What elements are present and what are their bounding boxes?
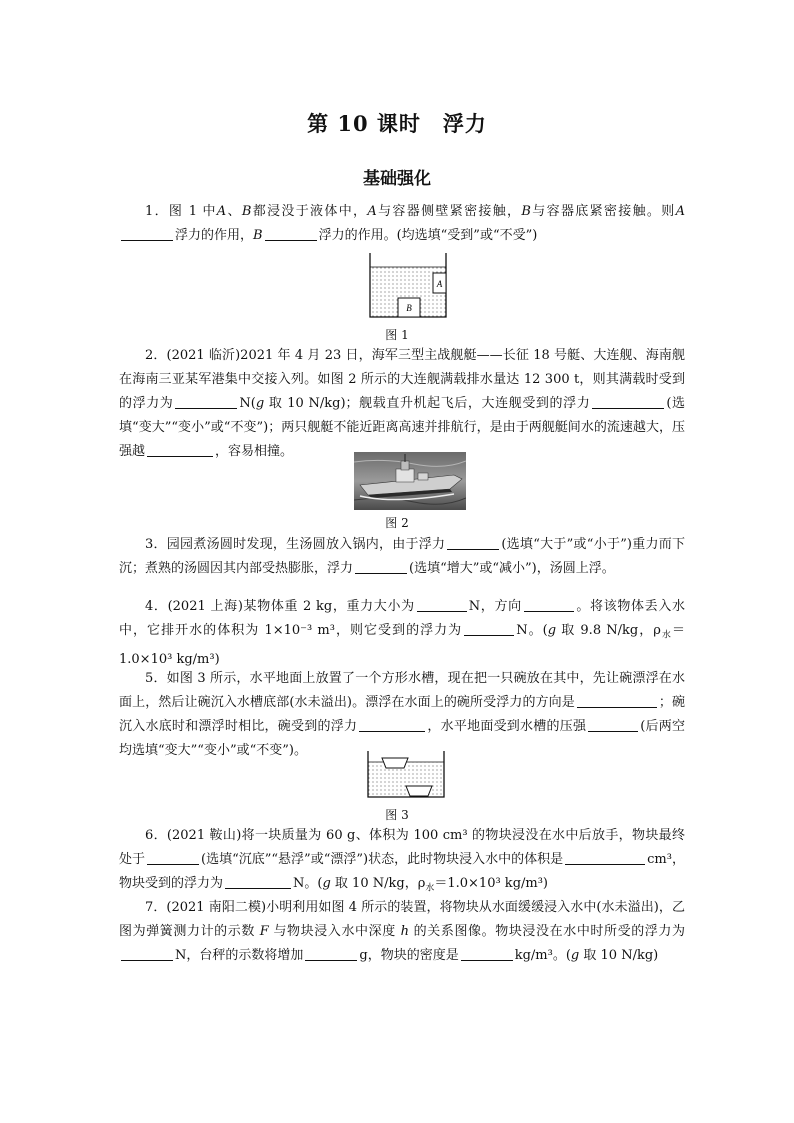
floating-bowl bbox=[382, 758, 408, 768]
blank-7-3[interactable] bbox=[461, 946, 513, 961]
blank-2-1[interactable] bbox=[175, 394, 237, 409]
question-1: 1．图 1 中A、B都浸没于液体中，A与容器侧壁紧密接触，B与容器底紧密接触。则A浮力的作用，B 浮力的作用。(均选填“受到”或“不受”) bbox=[119, 200, 685, 248]
blank-1-1[interactable] bbox=[121, 226, 173, 241]
block-a-label: A bbox=[436, 279, 443, 289]
blank-7-1[interactable] bbox=[121, 946, 173, 961]
page-title: 第 10 课时 浮力 bbox=[307, 111, 487, 136]
figure-3-tank-bowl-diagram bbox=[360, 749, 452, 801]
blank-5-3[interactable] bbox=[588, 717, 638, 732]
figure-1-caption: 图 1 bbox=[385, 328, 409, 342]
blank-5-1[interactable] bbox=[577, 693, 657, 708]
figure-2-caption: 图 2 bbox=[385, 516, 409, 530]
question-6: 6．(2021 鞍山)将一块质量为 60 g、体积为 100 cm³ 的物块浸没在水中后放手，物块最终处于 (选填“沉底”“悬浮”或“漂浮”)状态，此时物块浸入水中的体积是 cm³，物块受到的浮力为 N。(g 取 10 N/kg，$\rho_水=1.0\times 10^3$ kg/m³) bbox=[119, 828, 685, 894]
blank-4-1[interactable] bbox=[417, 597, 467, 612]
question-5: 5．如图 3 所示，水平地面上放置了一个方形水槽，现在把一只碗放在其中，先让碗漂浮在水面上，然后让碗沉入水槽底部(水未溢出)。漂浮在水面上的碗所受浮力的方向是 ；碗沉入水底时和漂浮时相比，碗受到的浮力 ，水平地面受到水槽的压强 (后两空均选填“变大”“变小”或“不变”)。 bbox=[119, 671, 685, 758]
figure-1-container-diagram bbox=[360, 251, 456, 321]
blank-2-2[interactable] bbox=[592, 394, 664, 409]
blank-6-1[interactable] bbox=[147, 850, 199, 865]
sunken-bowl bbox=[406, 786, 432, 796]
blank-7-2[interactable] bbox=[305, 946, 357, 961]
blank-6-2[interactable] bbox=[565, 850, 645, 865]
blank-3-1[interactable] bbox=[447, 535, 499, 550]
blank-3-2[interactable] bbox=[355, 559, 407, 574]
blank-4-2[interactable] bbox=[524, 597, 574, 612]
block-b-label: B bbox=[406, 303, 412, 313]
blank-2-3[interactable] bbox=[147, 442, 213, 457]
figure-2-warship-photo bbox=[354, 452, 466, 510]
section-title: 基础强化 bbox=[363, 169, 431, 189]
question-7: 7．(2021 南阳二模)小明利用如图 4 所示的装置，将物块从水面缓缓浸入水中(水未溢出)，乙图为弹簧测力计的示数 F 与物块浸入水中深度 h 的关系图像。物块浸没在水中时所受的浮力为N，台秤的示数将增加 g，物块的密度是 kg/m³。(g 取 10 N/kg) bbox=[119, 900, 685, 963]
blank-6-3[interactable] bbox=[225, 874, 291, 889]
question-3: 3．园园煮汤圆时发现，生汤圆放入锅内，由于浮力 (选填“大于”或“小于”)重力而下沉；煮熟的汤圆因其内部受热膨胀，浮力 (选填“增大”或“减小”)，汤圆上浮。 bbox=[119, 537, 685, 576]
figure-3-caption: 图 3 bbox=[385, 808, 409, 822]
question-4: 4．(2021 上海)某物体重 2 kg，重力大小为 N，方向 。将该物体丢入水中，它排开水的体积为 1×10⁻³ m³，则它受到的浮力为 N。(g 取 9.8 N/kg，$\rho_水=1.0\times 10^3$ kg/m³) bbox=[119, 599, 685, 667]
blank-5-2[interactable] bbox=[359, 717, 425, 732]
blank-1-2[interactable] bbox=[265, 226, 317, 241]
question-2: 2．(2021 临沂)2021 年 4 月 23 日，海军三型主战舰艇——长征 18 号艇、大连舰、海南舰在海南三亚某军港集中交接入列。如图 2 所示的大连舰满载排水量达 12 300 t，则其满载时受到的浮力为 N(g 取 10 N/kg)；舰载直升机起飞后，大连舰受到的浮力 (选填“变大”“变小”或“不变”)；两只舰艇不能近距离高速并排航行，是由于两舰艇间水的流速越大，压强越 ，容易相撞。 bbox=[119, 348, 685, 459]
blank-4-3[interactable] bbox=[464, 621, 514, 636]
